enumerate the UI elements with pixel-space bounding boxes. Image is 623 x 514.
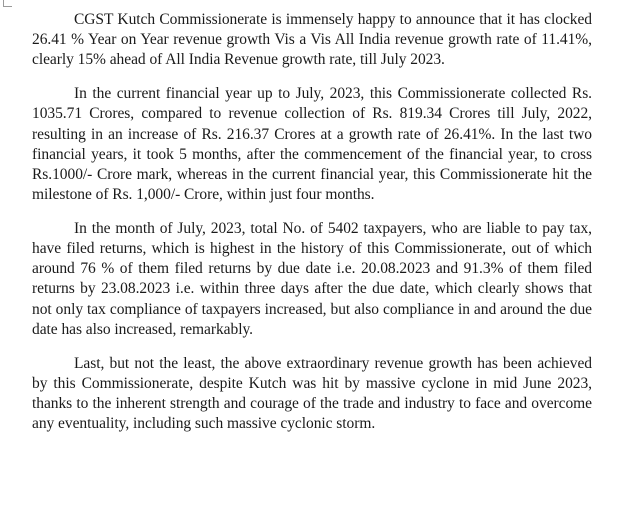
page-corner-mark bbox=[3, 0, 12, 7]
paragraph-collection-figures: In the current financial year up to July, 2023, this Commissionerate collected Rs. 1035.71 Crores, compared to revenue collection of Rs. 819.34 Crores till July, 2022, resulting in an increase of Rs. 216.37 Crores at a growth rate of 26.41%. In the last two financial years, it took 5 months, after the commencement of the financial year, to cross Rs.1000/- Crore mark, whereas in the current financial year, this Commissionerate hit the milestone of Rs. 1,000/- Crore, within just four months. bbox=[32, 85, 592, 204]
paragraph-taxpayer-compliance: In the month of July, 2023, total No. of 5402 taxpayers, who are liable to pay tax, have filed returns, which is highest in the history of this Commissionerate, out of which around 76 % of them filed returns by due date i.e. 20.08.2023 and 91.3% of them filed returns by 23.08.2023 i.e. within three days after the due date, which clearly shows that not only tax compliance of taxpayers increased, but also compliance in and around the due date has also increased, remarkably. bbox=[32, 219, 592, 338]
document-body bbox=[32, 10, 592, 448]
paragraph-cyclone-resilience: Last, but not the least, the above extraordinary revenue growth has been achieved by this Commissionerate, despite Kutch was hit by massive cyclone in mid June 2023, thanks to the inherent strength and courage of the trade and industry to face and overcome any eventuality, including such massive cyclonic storm. bbox=[32, 354, 592, 433]
paragraph-revenue-growth: CGST Kutch Commissionerate is immensely happy to announce that it has clocked 26.41 % Year on Year revenue growth Vis a Vis All India revenue growth rate of 11.41%, clearly 15% ahead of All India Revenue growth rate, till July 2023. bbox=[32, 11, 592, 69]
